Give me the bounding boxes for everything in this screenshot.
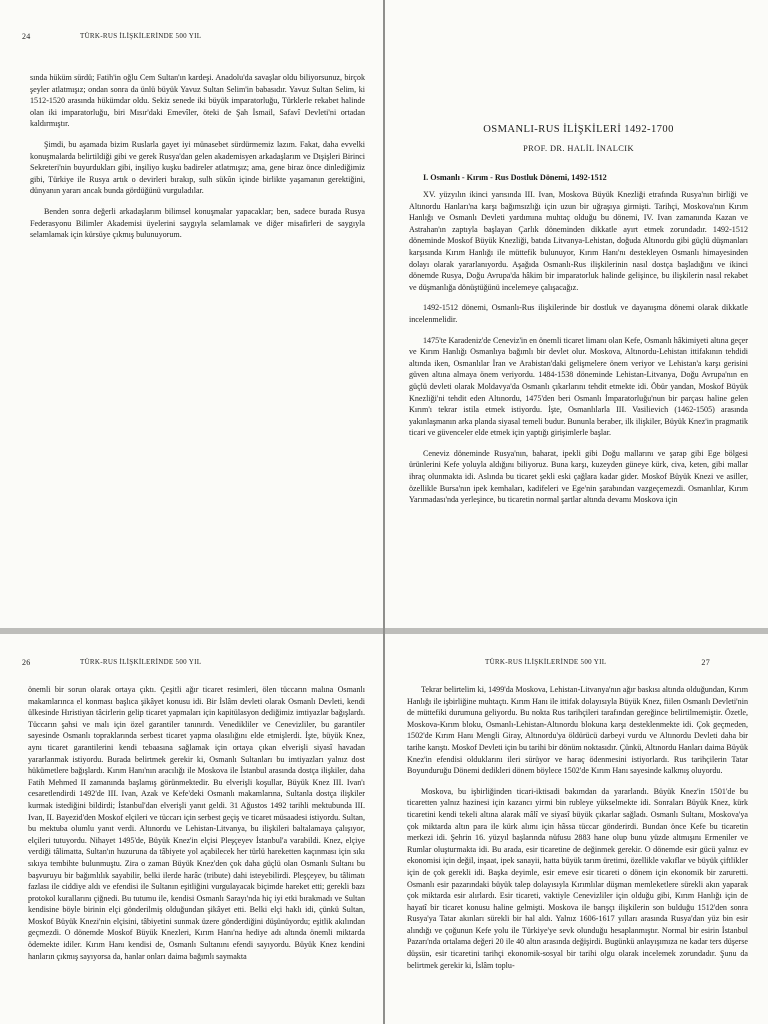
running-title: TÜRK-RUS İLİŞKİLERİNDE 500 YIL	[80, 32, 202, 40]
running-title: TÜRK-RUS İLİŞKİLERİNDE 500 YIL	[80, 658, 202, 666]
paragraph: sında hüküm sürdü; Fatih'in oğlu Cem Sultan'ın kardeşi. Anadolu'da savaşlar oldu biliyorsunuz, birçok şeyler atlatmışız; ondan sonra da ünlü büyük Yavuz Sultan Selim'in babasıdır. Yavuz Sultan Selim, ki 1512-1520 arasında hükümdar oldu. Sekiz senede iki büyük imparatorluğu, Türklerle rekabet halinde olan iki imparatorluğu, biri Mısır'daki Emevîler, öteki de Şah İsmail, Safavî Devleti'ni ortadan kaldırmıştır.	[30, 73, 365, 129]
paragraph: XV. yüzyılın ikinci yarısında III. Ivan, Moskova Büyük Knezliği etrafında Rusya'nın birliği ve Altınordu Hanları'na karşı bağımsızlığı için uzun bir uğraşıya girmişti. Tarihçi, Moskova'nın Kırım Hanlığı ve Osmanlı Devleti yardımına muhtaç olduğu bu dönemi, IV. Ivan zamanında Kazan ve Astrahan'ın zaptıyla başlayan Çarlık döneminden dikkatle ayırt etmek zorundadır. 1492-1512 döneminde Moskof Büyük Knezliği, batıda Litvanya-Lehistan, doğuda Altınordu gibi güçlü düşmanları karşısında Kırım Hanlığı ile müttefik bulunuyor, Kırım Hanı'nı destekleyen Osmanlı himayesinden dolayı olarak yararlanıyordu. Aşağıda Osmanlı-Rus ilişkilerinin nasıl dostça başladığını ve ikinci dönemde Rusya, Doğu Avrupa'da hâkim bir imparatorluk halinde gelişince, bu ilişkilerin nasıl rekabet ve düşmanlığa dönüştüğünü incelemeye çalışacağız.	[409, 190, 748, 292]
paragraph: Moskova, bu işbirliğinden ticari-iktisadi bakımdan da yararlandı. Büyük Knez'in 1501'de bu ticaretten yalnız hazinesi için kazancı yirmi bin rubleye yükselmekte idi. Sonraları Büyük Knez, kürk ticaretini kendi tekeli altına alarak mâlî ve siyasî büyük çıkarlar sağladı. Osmanlı Sultanı, Moskova'ya çok miktarda altın para ile kürk alımı için hâssa tüccar gönderirdi. Bundan önce Kefe bu ticaretin merkezi idi. Şehrin 16. yüzyıl başlarında nüfusu 2883 hane olup bunu yüzde altmışını Ermeniler ve Rumlar oluşturmakta idi. Bu arada, esir ticaretine de değinmek gerekir. O dönemde esir gücü yalnız ev ekonomisi için değil, inşaat, ipek sanayii, hatta büyük tarım üretimi, özellikle vakıflar ve büyük çiftlikler için de çok gerekli idi. Başka deyimle, esir emeve esir ticareti o dönem için ekonomik bir zaruretti. Osmanlı esir pazarındaki büyük talep dolayısıyla Kırımlılar düşman memleketlere sürekli akın yaparak çok miktarda esir alırlardı. Esir ticareti, vaktiyle Cenevizliler için olduğu gibi, Kırım Hanlığı için de hayatî bir ticaret konusu haline gelmişti. Moskova ile barışçı ilişkilerin son bulduğu 1512'den sonra Rusya'ya Tatar akınları sürekli bir hal aldı. Yalnız 1606-1617 yılları arasında Rusya'dan yüz bin esir alındığı ve çoğunun Kefe yolu ile Türkiye'ye sevk olunduğu hesaplanmıştır. Normal bir esirin İstanbul Pazarı'nda ortalama değeri 20 ile 40 altın arasında değişirdi. Bugünkü anlayışımıza ne kadar ters düşerse düşsün, esir ticaretini tarihçi ekonomik-sosyal bir tarihi olgu olarak incelemek zorundadır. Şunu da belirtmek gerekir ki, İslâm toplu-	[407, 786, 748, 970]
paragraph: Şimdi, bu aşamada bizim Ruslarla gayet iyi münasebet sürdürmemiz lazım. Fakat, daha evvelki konuşmalarda belirtildiği gibi ve gerek Rusya'dan gelen akademisyen arkadaşlarım ve Dışişleri Birinci Sekreteri'nin buyurdukları gibi, inşiliyo kuşku badireler atlatmışız; ama, gene biraz önce dinlediğimiz gibi, Türkiye ile Rusya artık o devirleri bırakıp, sulh sükûn içinde birlikte yaşamanın gerektiğini, dünyanın yararı ancak bunda gördüğünü vurguladılar.	[30, 139, 365, 196]
paragraph: Ceneviz döneminde Rusya'nın, baharat, ipekli gibi Doğu mallarını ve şarap gibi Ege bölgesi ürünlerini Kefe yoluyla aldığını biliyoruz. Buna karşı, kuzeyden güneye kürk, civa, keten, gibi mallar ihraç olunmakta idi. Aslında bu ticaret şekli eski çağlara kadar gider. Moskof Büyük Knezi ve asiller, özellikle Bursa'nın ipek kemhaları, kadifeleri ve Ege'nin şarabından vazgeçemezdi. Osmanlılar, Kırım Yarımadası'nda yerleşince, bu ticaretin normal şartlar altında devamı Moskova için	[409, 448, 748, 505]
paragraph: önemli bir sorun olarak ortaya çıktı. Çeşitli ağır ticaret resimleri, ölen tüccarın malına Osmanlı makamlarınca el konması başlıca şikâyet konusu idi. Bir İslâm devleti olarak Osmanlı Devleti, kendi ülkesinde Hıristiyan tâcirlerin gelip ticaret yapmaları için kapitülasyon dediğimiz imtiyazlar bağışlardı. Tüccarın şahsi ve malı için özel garantiler tanınırdı. Venedikliler ve Cenevizliler, bu garantiler sayesinde Osmanlı topraklarında serbest ticaret yapma olasılığını elde etmişlerdi. İşte, büyük Knez, aynı ticaret garantilerini kendi tebaasına sağlamak için ortaya çıkan elverişli siyasî havadan yararlanmak istiyordu. Burada belirtmek gerekir ki, Osmanlı Sultanları bu imtiyazları yalnız dost hükümetlere bağışlardı. Kırım Hanı'nın aracılığı ile Moskova ile İstanbul arasında dostça ilişkiler, daha Fatih Mehmed II zamanında başlamış görünmektedir. Bu elverişli koşullar, Büyük Knez III. Ivan'ı cesaretlendirdi 1492'de III. Ivan, Azak ve Kefe'deki Osmanlı makamlarına, Sultanla dostça ilişkiler kurmak istediğini bildirdi; İstanbul'dan elverişli yanıt geldi. 31 Ağustos 1492 tarihli mektubunda III. Ivan, II. Bayezid'den Moskof elçileri ve tüccarı için serbest geçiş ve ticaret müsaadesi istiyordu. Sultan, bu mektuba olumlu yanıt verdi. Altınordu ve Lehistan-Litvanya, bu ilişkileri baltalamaya çalışıyor, elçileri tutuyordu. Nihayet 1495'de, Büyük Knez'in elçisi Pleşçeyev İstanbul'a varabildi. Knez, elçiye verdiği tâlimatta, Sultan'ın huzuruna da tâbiyete yol açabilecek her türlü hareketten kaçınması için sıkı sıkıya tembihte bulunmuştu. Zira o zaman Büyük Knez'den çok daha güçlü olan Osmanlı Sultanı bu başvuruyu bir bağımlılık sayabilir, belki ilerde harâc (tribute) dahi isteyebilirdi. Pleşçeyev, bu tâlimatı fazlası ile ciddiye aldı ve efendisi ile Sultanın eşitliğini vurgulayacak biçimde hareket etti; gerekli bazı protokol kurallarını çiğnedi. Bu tutumu ile, kendisi Osmanlı Sarayı'nda hiç iyi etki bırakmadı ve Sultan kendisine böyle birinin elçi gönderilmiş olduğundan şikâyet etti. Belki elçi haklı idi, çünkü Sultan, Moskof Büyük Knezi'nin elçisini, tâbiyetini sunmak üzere gönderdiğini düşünüyordu; eşitlik akılından geçmezdi. O dönemde Moskof Büyük Knezleri, Kırım Hanı'na hediye adı altında önemli miktarda ödemekte idiler. Kırım Hanı kendisi de, Osmanlı Sultanını efendi sayıyordu. Büyük Knez kendini hanların çıkmış sayıyorsa da, hanlar onları daima bağımlı saymakta	[28, 685, 365, 961]
running-title: TÜRK-RUS İLİŞKİLERİNDE 500 YIL	[485, 658, 607, 666]
page-24	[0, 0, 383, 628]
page-body	[30, 72, 365, 241]
page-number: 27	[701, 658, 710, 667]
page-26	[0, 634, 383, 1024]
paragraph: Tekrar belirtelim ki, 1499'da Moskova, Lehistan-Litvanya'nın ağır baskısı altında olduğundan, Kırım Hanlığı ile işbirliğine muhtaçtı. Kırım Hanı ile ittifak dolayısıyla Büyük Knez, fiilen Osmanlı Devleti'nin de müttefiki durumuna geliyordu. Bu nokta Rus tarihçileri tarafından gereğince belirtilmemiştir. Özetle, Moskova-Kırım bloku, Osmanlı-Lehistan-Altınordu blokuna karşı desteklenmekte idi. Çok geçmeden, 1502'de Kırım Hanı Mengli Giray, Altınordu'ya öldürücü darbeyi vurdu ve Altınordu Devleti daha bir tarihe karıştı. Moskof Devleti için bu tarihi bir dönüm noktasıdır. Çünkü, Altınordu Hanları daima Büyük Knez'in efendisi olduklarını ileri sürüyor ve haraç ödenmesini istiyorlardı. Rus tarihçilerin Tatar Boyunduruğu Dönemi dedikleri dönem böylece 1502'de Kırım Hanı sayesinde kalkmış oluyordu.	[407, 685, 749, 776]
section-heading: I. Osmanlı - Kırım - Rus Dostluk Dönemi, 1492-1512	[423, 173, 607, 182]
page-27	[385, 634, 768, 1024]
page-number: 24	[22, 32, 31, 41]
paragraph: 1492-1512 dönemi, Osmanlı-Rus ilişkilerinde bir dostluk ve dayanışma dönemi olarak dikkatle incelenmelidir.	[409, 303, 748, 324]
article-author: PROF. DR. HALİL İNALCIK	[523, 144, 634, 153]
page-25	[385, 0, 768, 628]
page-number: 26	[22, 658, 31, 667]
article-title: OSMANLI-RUS İLİŞKİLERİ 1492-1700	[483, 124, 674, 135]
paragraph: 1475'te Karadeniz'de Ceneviz'in en önemli ticaret limanı olan Kefe, Osmanlı hâkimiyeti altına geçer ve Kırım Hanlığı Osmanlıya bağımlı bir devlet olur. Moskova, Altınordu-Lehistan ittifakının tehdidi altında iken, Osmanlılar İran ve Arabistan'daki gelişmelere önem veriyor ve Lehistan'a karşı gerisini güven altına almaya önem veriyordu. 1484-1538 döneminde Lehistan-Litvanya, Doğu Avrupa'nın en güçlü devleti olarak Moldavya'da Osmanlı çıkarlarını tehdit etmekte idi. Öbür yandan, Moskof Büyük Knezliği'ni tehdit eden Altınordu, 1475'den beri Osmanlı İmparatorluğu'nun bir parçası haline gelen Kırım'ı tekrar istila etmek istiyordu. İşte, Osmanlılarla III. Vasilievich (1462-1505) arasında yakınlaşmanın arka planda siyasal temeli budur. Bununla beraber, ilk ilişkiler, Büyük Knez'in pragmatik ticari ve güvenceler elde etmek için yaptığı girişimlerle başlar.	[409, 335, 748, 438]
paragraph: Benden sonra değerli arkadaşlarım bilimsel konuşmalar yapacaklar; ben, sadece burada Rusya Federasyonu Bilimler Akademisi üyelerini saygıyla selamlamak ve diğer misafirleri de saygıyla selamlamak için kürsüye çıkmış bulunuyorum.	[30, 206, 365, 240]
page-body	[407, 684, 748, 971]
page-body	[28, 684, 365, 962]
